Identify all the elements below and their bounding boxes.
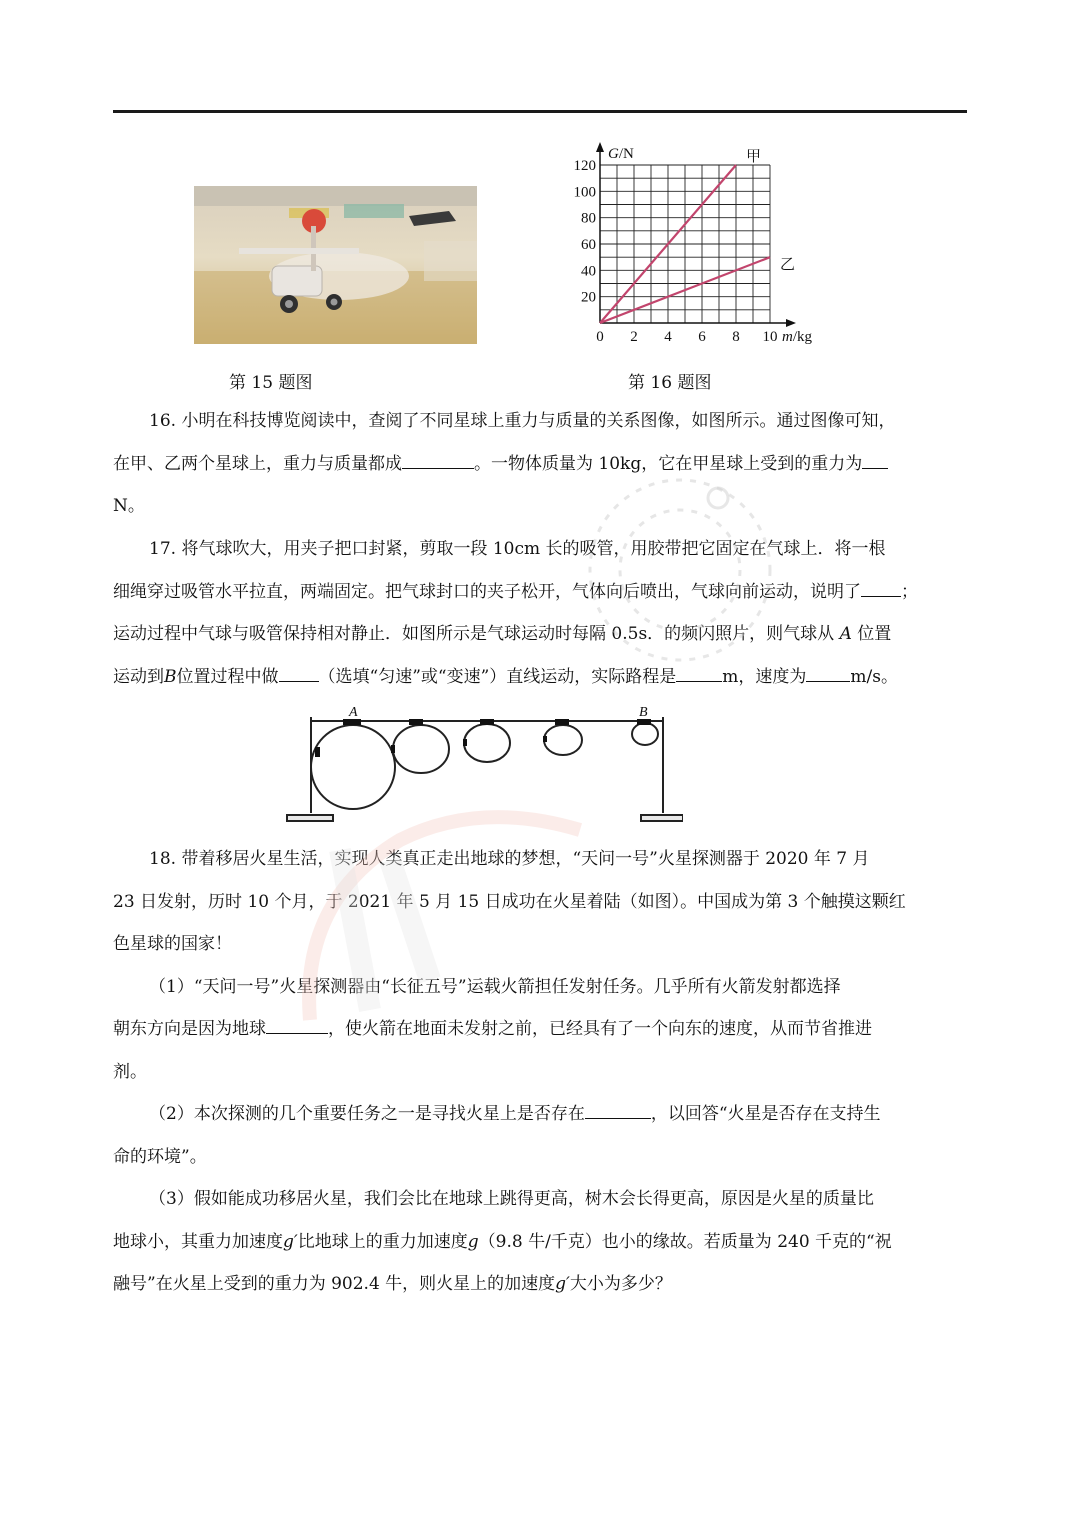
y-tick-label: 100 <box>573 184 596 201</box>
q17-text: ； <box>901 581 918 602</box>
q16-answer-blank-1[interactable] <box>402 450 474 469</box>
q18-var-g: g <box>467 1231 479 1252</box>
q17-answer-blank-3[interactable] <box>676 663 722 682</box>
q16-answer-blank-2[interactable] <box>862 450 888 469</box>
q18-part1-line-1: （1）“天问一号”火星探测器由“长征五号”运载火箭担任发射任务。几乎所有火箭发射都选择 <box>149 976 841 997</box>
balloon-flash-figure <box>283 703 683 828</box>
q18-text: （9.8 牛/千克）也小的缘故。若质量为 240 千克的“祝 <box>478 1231 892 1252</box>
q18-answer-blank-2[interactable] <box>585 1100 651 1119</box>
q17-line-1: 17. 将气球吹大，用夹子把口封紧，剪取一段 10cm 长的吸管，用胶带把它固定在气球上．将一根 <box>149 539 886 559</box>
balloon-label-b: B <box>639 705 648 720</box>
question-16 <box>113 400 969 528</box>
q17-text: 运动过程中气球与吸管保持相对静止．如图所示是气球运动时每隔 0.5s．的频闪照片，则气球从 <box>113 624 835 644</box>
y-tick-label: 80 <box>581 210 596 227</box>
q18-part3-line-2 <box>113 1221 969 1264</box>
y-tick-label: 40 <box>581 263 596 280</box>
q17-text: 运动到 <box>113 666 164 687</box>
x-tick-label: 0 <box>596 329 604 345</box>
q17-var-a: A <box>839 624 852 644</box>
q18-text: 地球小，其重力加速度 <box>113 1231 283 1252</box>
q16-line-2 <box>113 443 969 486</box>
q18-text: 融号”在火星上受到的重力为 902.4 牛，则火星上的加速度 <box>113 1274 556 1294</box>
q18-line-2: 23 日发射，历时 10 个月，于 2021 年 5 月 15 日成功在火星着陆（如图）。中国成为第 3 个触摸这颗红 <box>113 891 906 912</box>
q17-text: m/s。 <box>850 666 898 687</box>
q18-part1-line-3: 剂。 <box>113 1061 147 1082</box>
q17-answer-blank-2[interactable] <box>279 663 319 682</box>
q17-line-3 <box>113 613 969 656</box>
q17-line-4 <box>113 656 969 699</box>
q18-part2-line-2: 命的环境”。 <box>113 1146 207 1167</box>
q17-text: 位置 <box>857 624 892 644</box>
fig16-caption: 第 16 题图 <box>628 373 712 393</box>
q18-line-1: 18. 带着移居火星生活，实现人类真正走出地球的梦想，“天问一号”火星探测器于 2020 年 7 月 <box>149 849 870 869</box>
x-tick-label: 2 <box>630 329 638 345</box>
x-axis-arrow <box>786 319 796 327</box>
balloon-label-a: A <box>349 705 358 720</box>
q16-text: 。一物体质量为 10kg，它在甲星球上受到的重力为 <box>474 453 863 474</box>
q16-text: 在甲、乙两个星球上，重力与质量都成 <box>113 453 402 474</box>
header-rule <box>113 110 967 113</box>
g-m-chart-svg <box>560 138 840 353</box>
q18-text: ，以回答“火星是否存在支持生 <box>650 1104 881 1124</box>
question-18 <box>113 838 969 1306</box>
q17-text: 细绳穿过吸管水平拉直，两端固定。把气球封口的夹子松开，气体向后喷出，气球向前运动，说明了 <box>113 581 861 602</box>
series-label: 甲 <box>746 147 762 165</box>
q18-var-g-prime: g′ <box>555 1274 570 1294</box>
q18-text: 大小为多少？ <box>569 1274 672 1294</box>
q17-answer-blank-1[interactable] <box>861 578 901 597</box>
q18-part3-line-3 <box>113 1263 969 1306</box>
series-label: 乙 <box>780 255 796 274</box>
q18-part2-line-1 <box>113 1093 969 1136</box>
x-axis-title: m/kg <box>782 329 813 345</box>
q16-line-1: 16. 小明在科技博览阅读中，查阅了不同星球上重力与质量的关系图像，如图所示。通过图像可知， <box>149 411 896 431</box>
q18-text: ，使火箭在地面未发射之前，已经具有了一个向东的速度，从而节省推进 <box>328 1019 872 1039</box>
y-axis-arrow <box>596 142 604 152</box>
x-tick-label: 4 <box>664 329 672 345</box>
x-tick-label: 10 <box>762 329 778 345</box>
y-axis-title: G/N <box>608 146 634 162</box>
fig15-caption: 第 15 题图 <box>229 373 313 393</box>
balloon-car-photo <box>194 186 477 344</box>
q18-part1-line-2 <box>113 1008 969 1051</box>
question-17 <box>113 528 969 698</box>
q18-text: 比地球上的重力加速度 <box>297 1231 468 1252</box>
y-tick-label: 60 <box>581 237 596 253</box>
y-tick-label: 20 <box>581 289 596 306</box>
q18-text: 朝东方向是因为地球 <box>113 1019 266 1039</box>
q18-part3-line-1: （3）假如能成功移居火星，我们会比在地球上跳得更高，树木会长得更高，原因是火星的质量比 <box>149 1189 874 1209</box>
x-tick-label: 8 <box>732 329 740 345</box>
q17-text: 位置过程中做 <box>176 666 279 687</box>
g-m-chart <box>560 138 840 353</box>
q16-line-3: N。 <box>113 496 145 516</box>
y-tick-label: 120 <box>573 158 596 174</box>
q17-text: （选填“匀速”或“变速”）直线运动，实际路程是 <box>318 666 677 687</box>
q18-text: （2）本次探测的几个重要任务之一是寻找火星上是否存在 <box>149 1104 585 1124</box>
x-tick-label: 6 <box>698 329 706 345</box>
q18-line-3: 色星球的国家！ <box>113 934 232 954</box>
q17-answer-blank-4[interactable] <box>806 663 850 682</box>
q17-text: m，速度为 <box>722 666 807 687</box>
q17-var-b: B <box>164 666 177 687</box>
q18-var-g-prime: g′ <box>283 1231 298 1252</box>
q17-line-2 <box>113 571 969 614</box>
q18-answer-blank-1[interactable] <box>266 1015 328 1034</box>
